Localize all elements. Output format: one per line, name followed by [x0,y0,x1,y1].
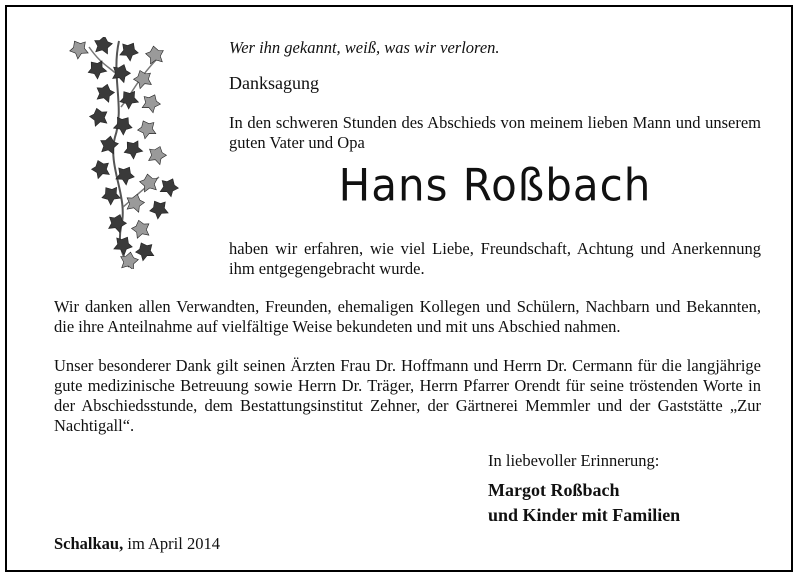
thanks-paragraph-1: Wir danken allen Verwandten, Freunden, ehemaligen Kollegen und Schülern, Nachbarn und Bekannten, die ihre Anteilnahme auf vielfältige Weise bekundeten und mit uns Abschied nahmen. [54,297,761,336]
ivy-leaf [135,117,158,140]
ivy-leaf [157,175,180,198]
deceased-name: Hans Roßbach [338,159,652,212]
ivy-leaf [67,37,91,60]
ivy-leaf [106,211,129,233]
ivy-leaf [147,197,171,221]
ivy-leaf [89,157,112,179]
signature-line-1: Margot Roßbach [488,480,620,500]
closing-line: In liebevoller Erinnerung: [488,451,660,470]
ivy-leaf [117,39,141,63]
ivy-leaf [94,82,116,103]
ivy-leaf [146,143,169,165]
ivy-leaf [139,173,160,193]
ivy-leaf [111,233,135,257]
ivy-leaf [111,112,135,136]
ivy-leaf [110,61,133,83]
ivy-leaf [120,136,145,161]
ivy-leaf [130,218,152,239]
ivy-leaf [139,91,162,114]
ivy-vine-icon [59,37,187,269]
received-text: haben wir erfahren, wie viel Liebe, Freundschaft, Achtung und Anerkennung ihm entgegengebracht wurde. [229,239,761,278]
signature-line-2: und Kinder mit Familien [488,505,681,525]
intro-text: In den schweren Stunden des Abschieds von meinem lieben Mann und unserem guten Vater und Opa [229,113,761,152]
place-date [54,534,220,554]
ivy-leaf [88,106,110,127]
signature [488,478,680,528]
date: im April 2014 [127,534,220,553]
ivy-leaf [99,135,120,155]
notice-frame [5,5,793,572]
ivy-leaf [116,86,140,110]
ivy-leaf [84,56,109,81]
thanks-paragraph-2: Unser besonderer Dank gilt seinen Ärzten Frau Dr. Hoffmann und Herrn Dr. Cermann für die langjährige gute medizinische Betreuung sowie Herrn Dr. Träger, Herrn Pfarrer Orendt für seine tröstenden Worte in der Abschiedsstunde, dem Bestattungsinstitut Zehner, der Gärtnerei Memmler und der Gaststätte „Zur Nachtigall“. [54,356,761,435]
motto: Wer ihn gekannt, weiß, was wir verloren. [229,38,500,57]
notice-heading: Danksagung [229,73,319,93]
place: Schalkau, [54,534,124,553]
ivy-leaf [93,37,114,54]
